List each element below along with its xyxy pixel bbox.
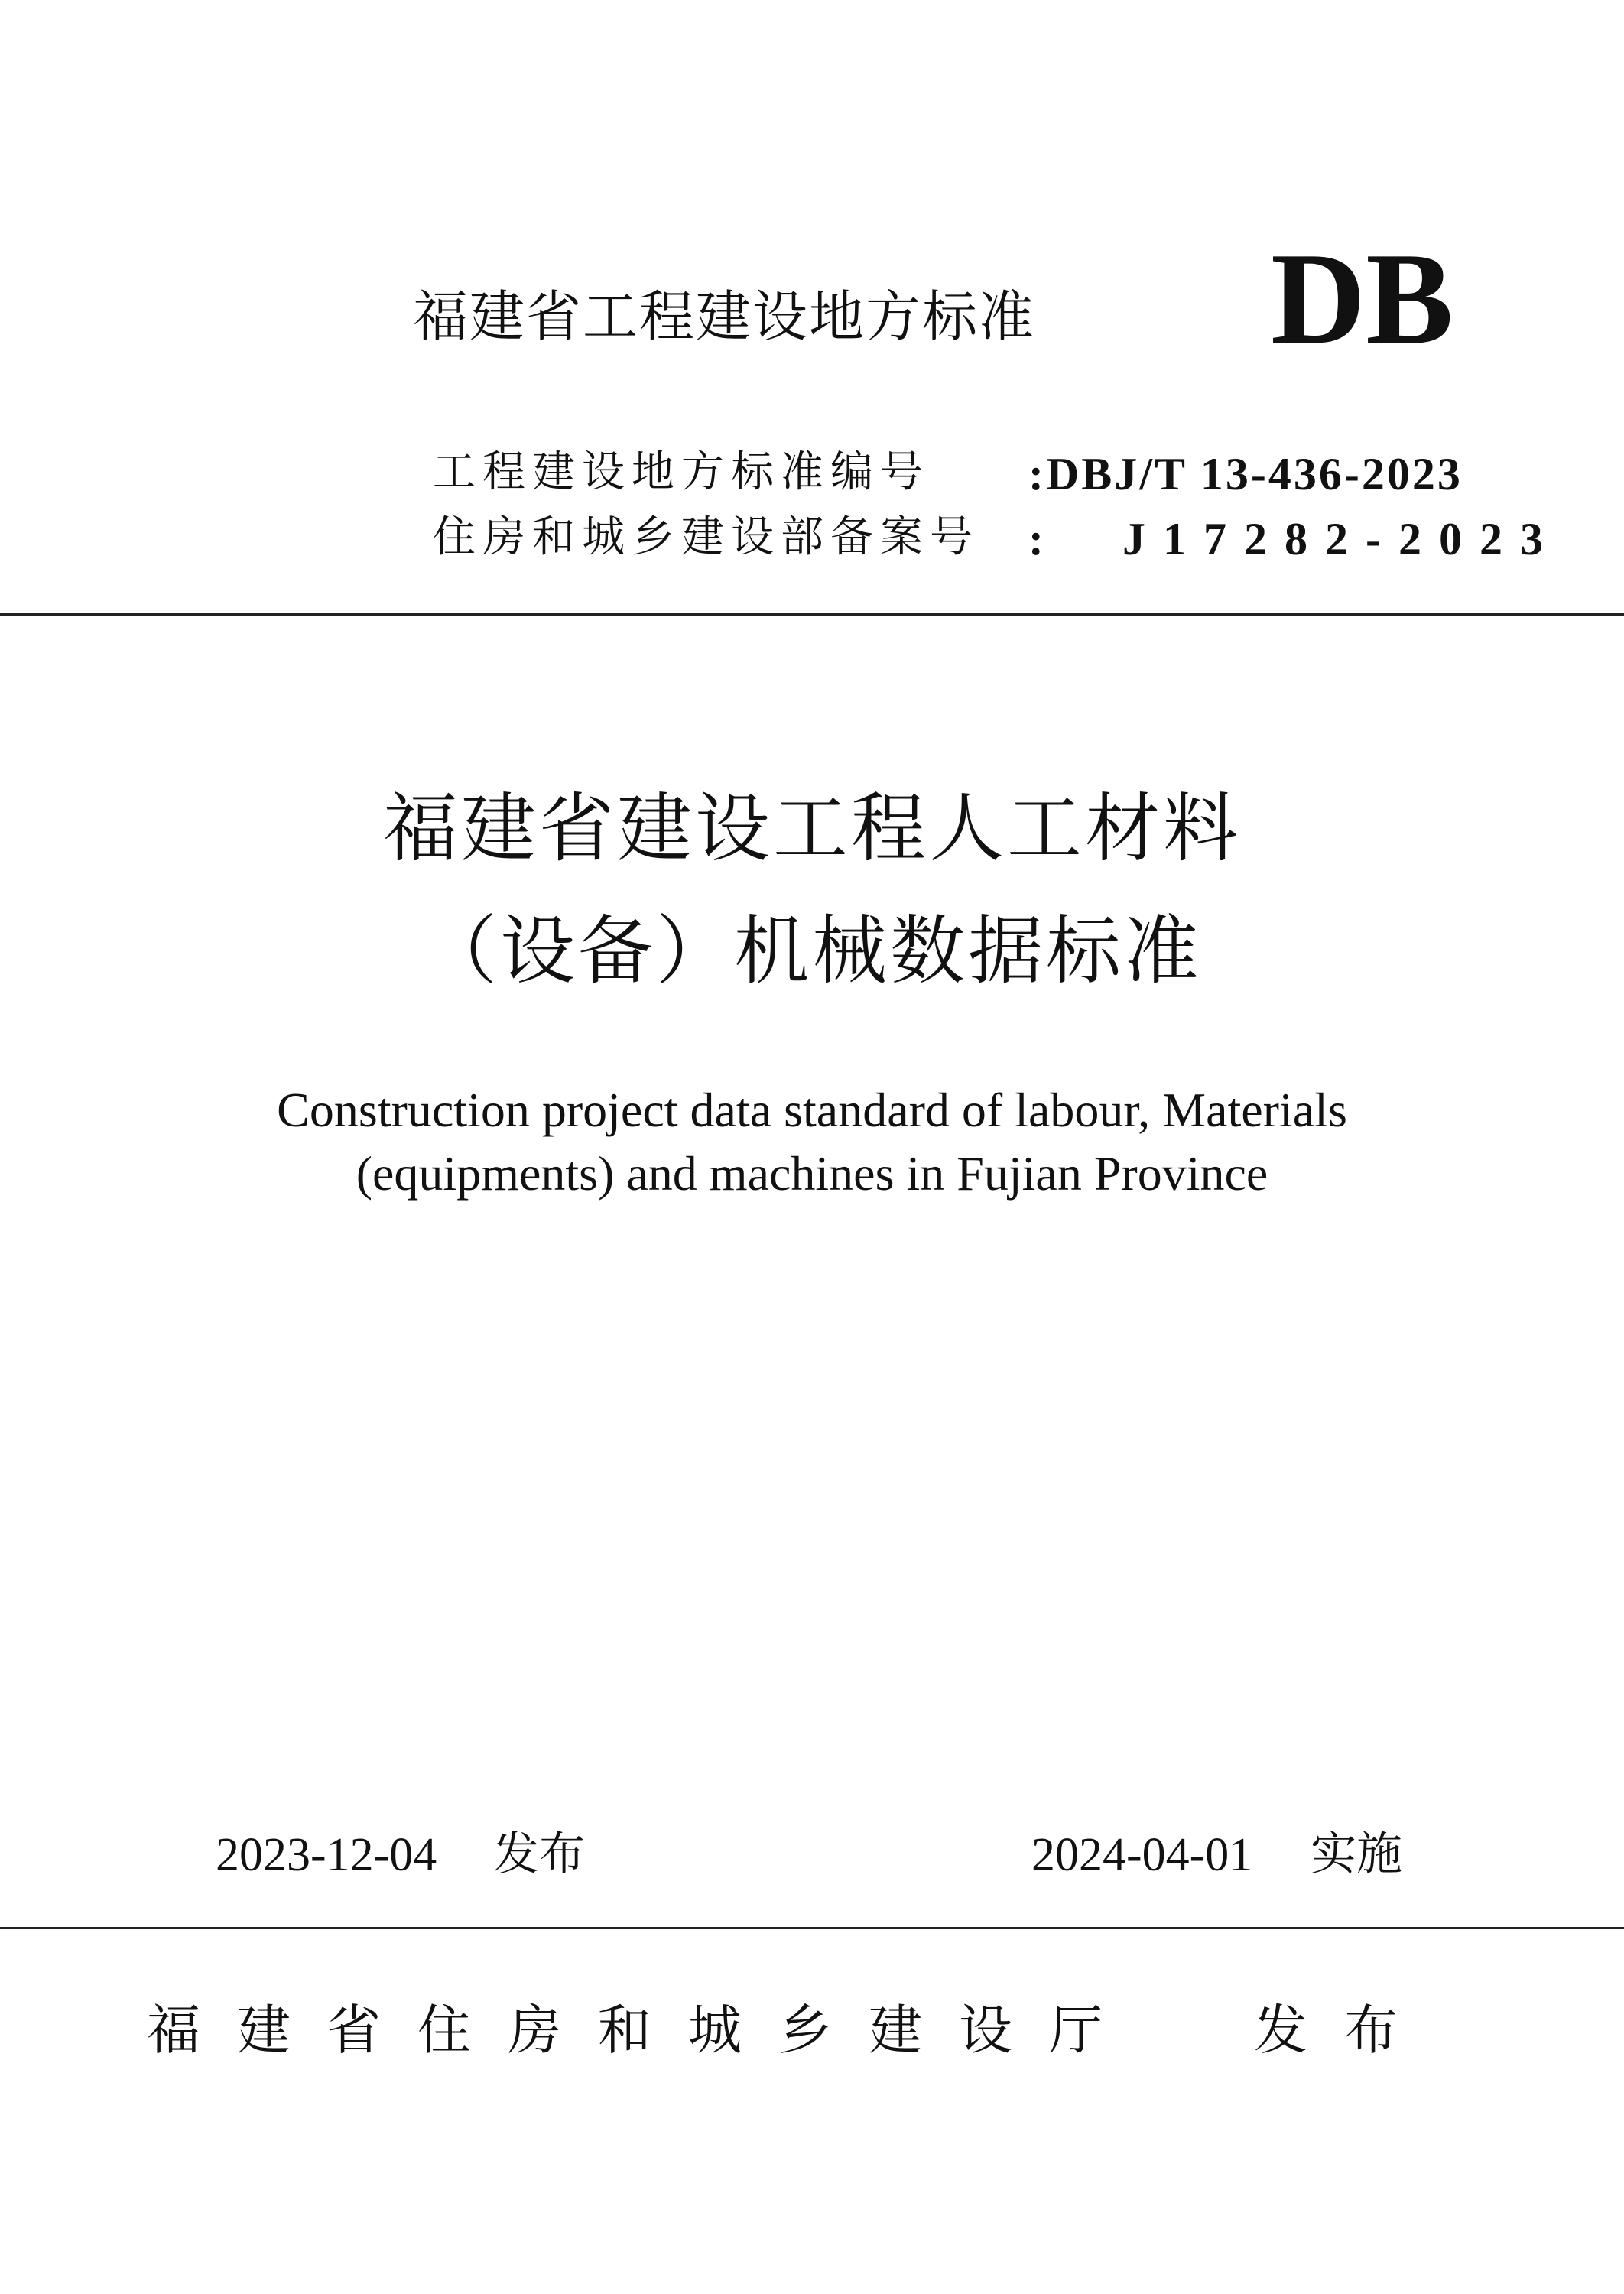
record-number-colon: : — [1028, 514, 1044, 564]
title-cn-line1: 福建省建设工程人工材料 — [382, 785, 1241, 872]
implement-word: 实施 — [1311, 1828, 1402, 1881]
bottom-divider — [0, 1927, 1624, 1929]
record-number-value: J17282-2023 — [1122, 514, 1561, 564]
standard-category: 福建省工程建设地方标准 — [413, 284, 1036, 349]
record-number-label: 住房和城乡建设部备案号 — [433, 512, 979, 562]
top-divider — [0, 613, 1624, 616]
title-cn-line2: （设备）机械数据标准 — [421, 908, 1202, 995]
title-en-line2: (equipments) and machines in Fujian Province — [356, 1146, 1268, 1201]
standard-number-label: 工程建设地方标准编号 — [433, 447, 930, 497]
implement-date: 2024-04-01 — [1031, 1829, 1253, 1881]
issue-word: 发布 — [1254, 1999, 1434, 2062]
db-mark: DB — [1271, 226, 1453, 372]
title-en-line1: Construction project data standard of labour, Materials — [277, 1083, 1347, 1137]
publish-word: 发布 — [493, 1828, 585, 1881]
publish-date: 2023-12-04 — [216, 1829, 437, 1881]
issuing-authority: 福建省住房和城乡建设厅 — [147, 1999, 1139, 2062]
standard-number-value: :DBJ/T 13-436-2023 — [1028, 449, 1463, 499]
